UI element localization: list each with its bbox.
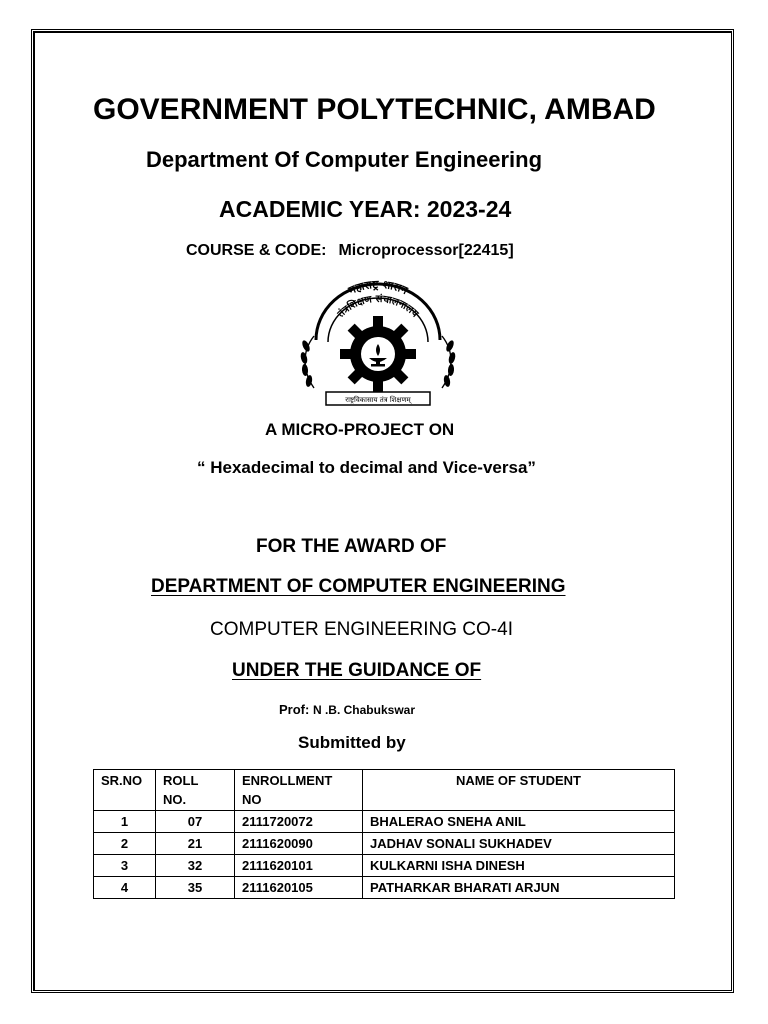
submitted-by-heading: Submitted by — [298, 733, 406, 752]
institute-name: GOVERNMENT POLYTECHNIC, AMBAD — [93, 93, 656, 126]
cell-sr: 1 — [94, 811, 156, 833]
cell-enrollment: 2111720072 — [235, 811, 363, 833]
header-sr: SR.NO — [94, 770, 156, 811]
cell-sr: 2 — [94, 833, 156, 855]
header-enrollment-line2: NO — [242, 792, 262, 807]
cell-name: KULKARNI ISHA DINESH — [363, 855, 675, 877]
cell-roll: 35 — [156, 877, 235, 899]
emblem-bottom-text: राष्ट्रविकासाय तंत्र शिक्षणम् — [345, 396, 411, 404]
department-title: Department Of Computer Engineering — [146, 147, 543, 172]
table-row — [94, 877, 675, 899]
emblem-mid-text: तंत्रशिक्षण संचालनालय — [335, 293, 421, 320]
header-roll — [156, 770, 235, 811]
cell-name: JADHAV SONALI SUKHADEV — [363, 833, 675, 855]
header-roll-line1: ROLL — [163, 773, 199, 788]
guide-line — [279, 702, 768, 717]
emblem-top-text: महाराष्ट्र शासन — [346, 277, 410, 298]
cell-sr: 4 — [94, 877, 156, 899]
student-table — [93, 769, 675, 899]
table-row — [94, 833, 675, 855]
maharashtra-technical-education-emblem-icon — [294, 276, 462, 406]
cell-name: PATHARKAR BHARATI ARJUN — [363, 877, 675, 899]
table-header-row — [94, 770, 675, 811]
award-department: DEPARTMENT OF COMPUTER ENGINEERING — [151, 576, 566, 597]
table-row — [94, 811, 675, 833]
cell-roll: 21 — [156, 833, 235, 855]
header-enrollment — [235, 770, 363, 811]
cell-enrollment: 2111620101 — [235, 855, 363, 877]
guidance-heading: UNDER THE GUIDANCE OF — [232, 660, 482, 681]
table-row — [94, 855, 675, 877]
award-heading: FOR THE AWARD OF — [256, 536, 447, 557]
prof-label: Prof: — [279, 702, 310, 717]
header-roll-line2: NO. — [163, 792, 187, 807]
cell-name: BHALERAO SNEHA ANIL — [363, 811, 675, 833]
cell-roll: 32 — [156, 855, 235, 877]
project-title: “ Hexadecimal to decimal and Vice-versa” — [197, 458, 536, 477]
course-value: Microprocessor[22415] — [338, 242, 514, 259]
cell-enrollment: 2111620105 — [235, 877, 363, 899]
course-line — [186, 242, 768, 260]
program-name: COMPUTER ENGINEERING CO-4I — [210, 619, 513, 640]
prof-name: N .B. Chabukswar — [312, 703, 415, 717]
course-label: COURSE & CODE: — [186, 242, 327, 259]
header-name: NAME OF STUDENT — [363, 770, 675, 811]
microproject-intro: A MICRO-PROJECT ON — [265, 420, 455, 439]
cell-sr: 3 — [94, 855, 156, 877]
cell-roll: 07 — [156, 811, 235, 833]
header-enrollment-line1: ENROLLMENT — [242, 773, 333, 788]
academic-year: ACADEMIC YEAR: 2023-24 — [219, 196, 512, 222]
cell-enrollment: 2111620090 — [235, 833, 363, 855]
